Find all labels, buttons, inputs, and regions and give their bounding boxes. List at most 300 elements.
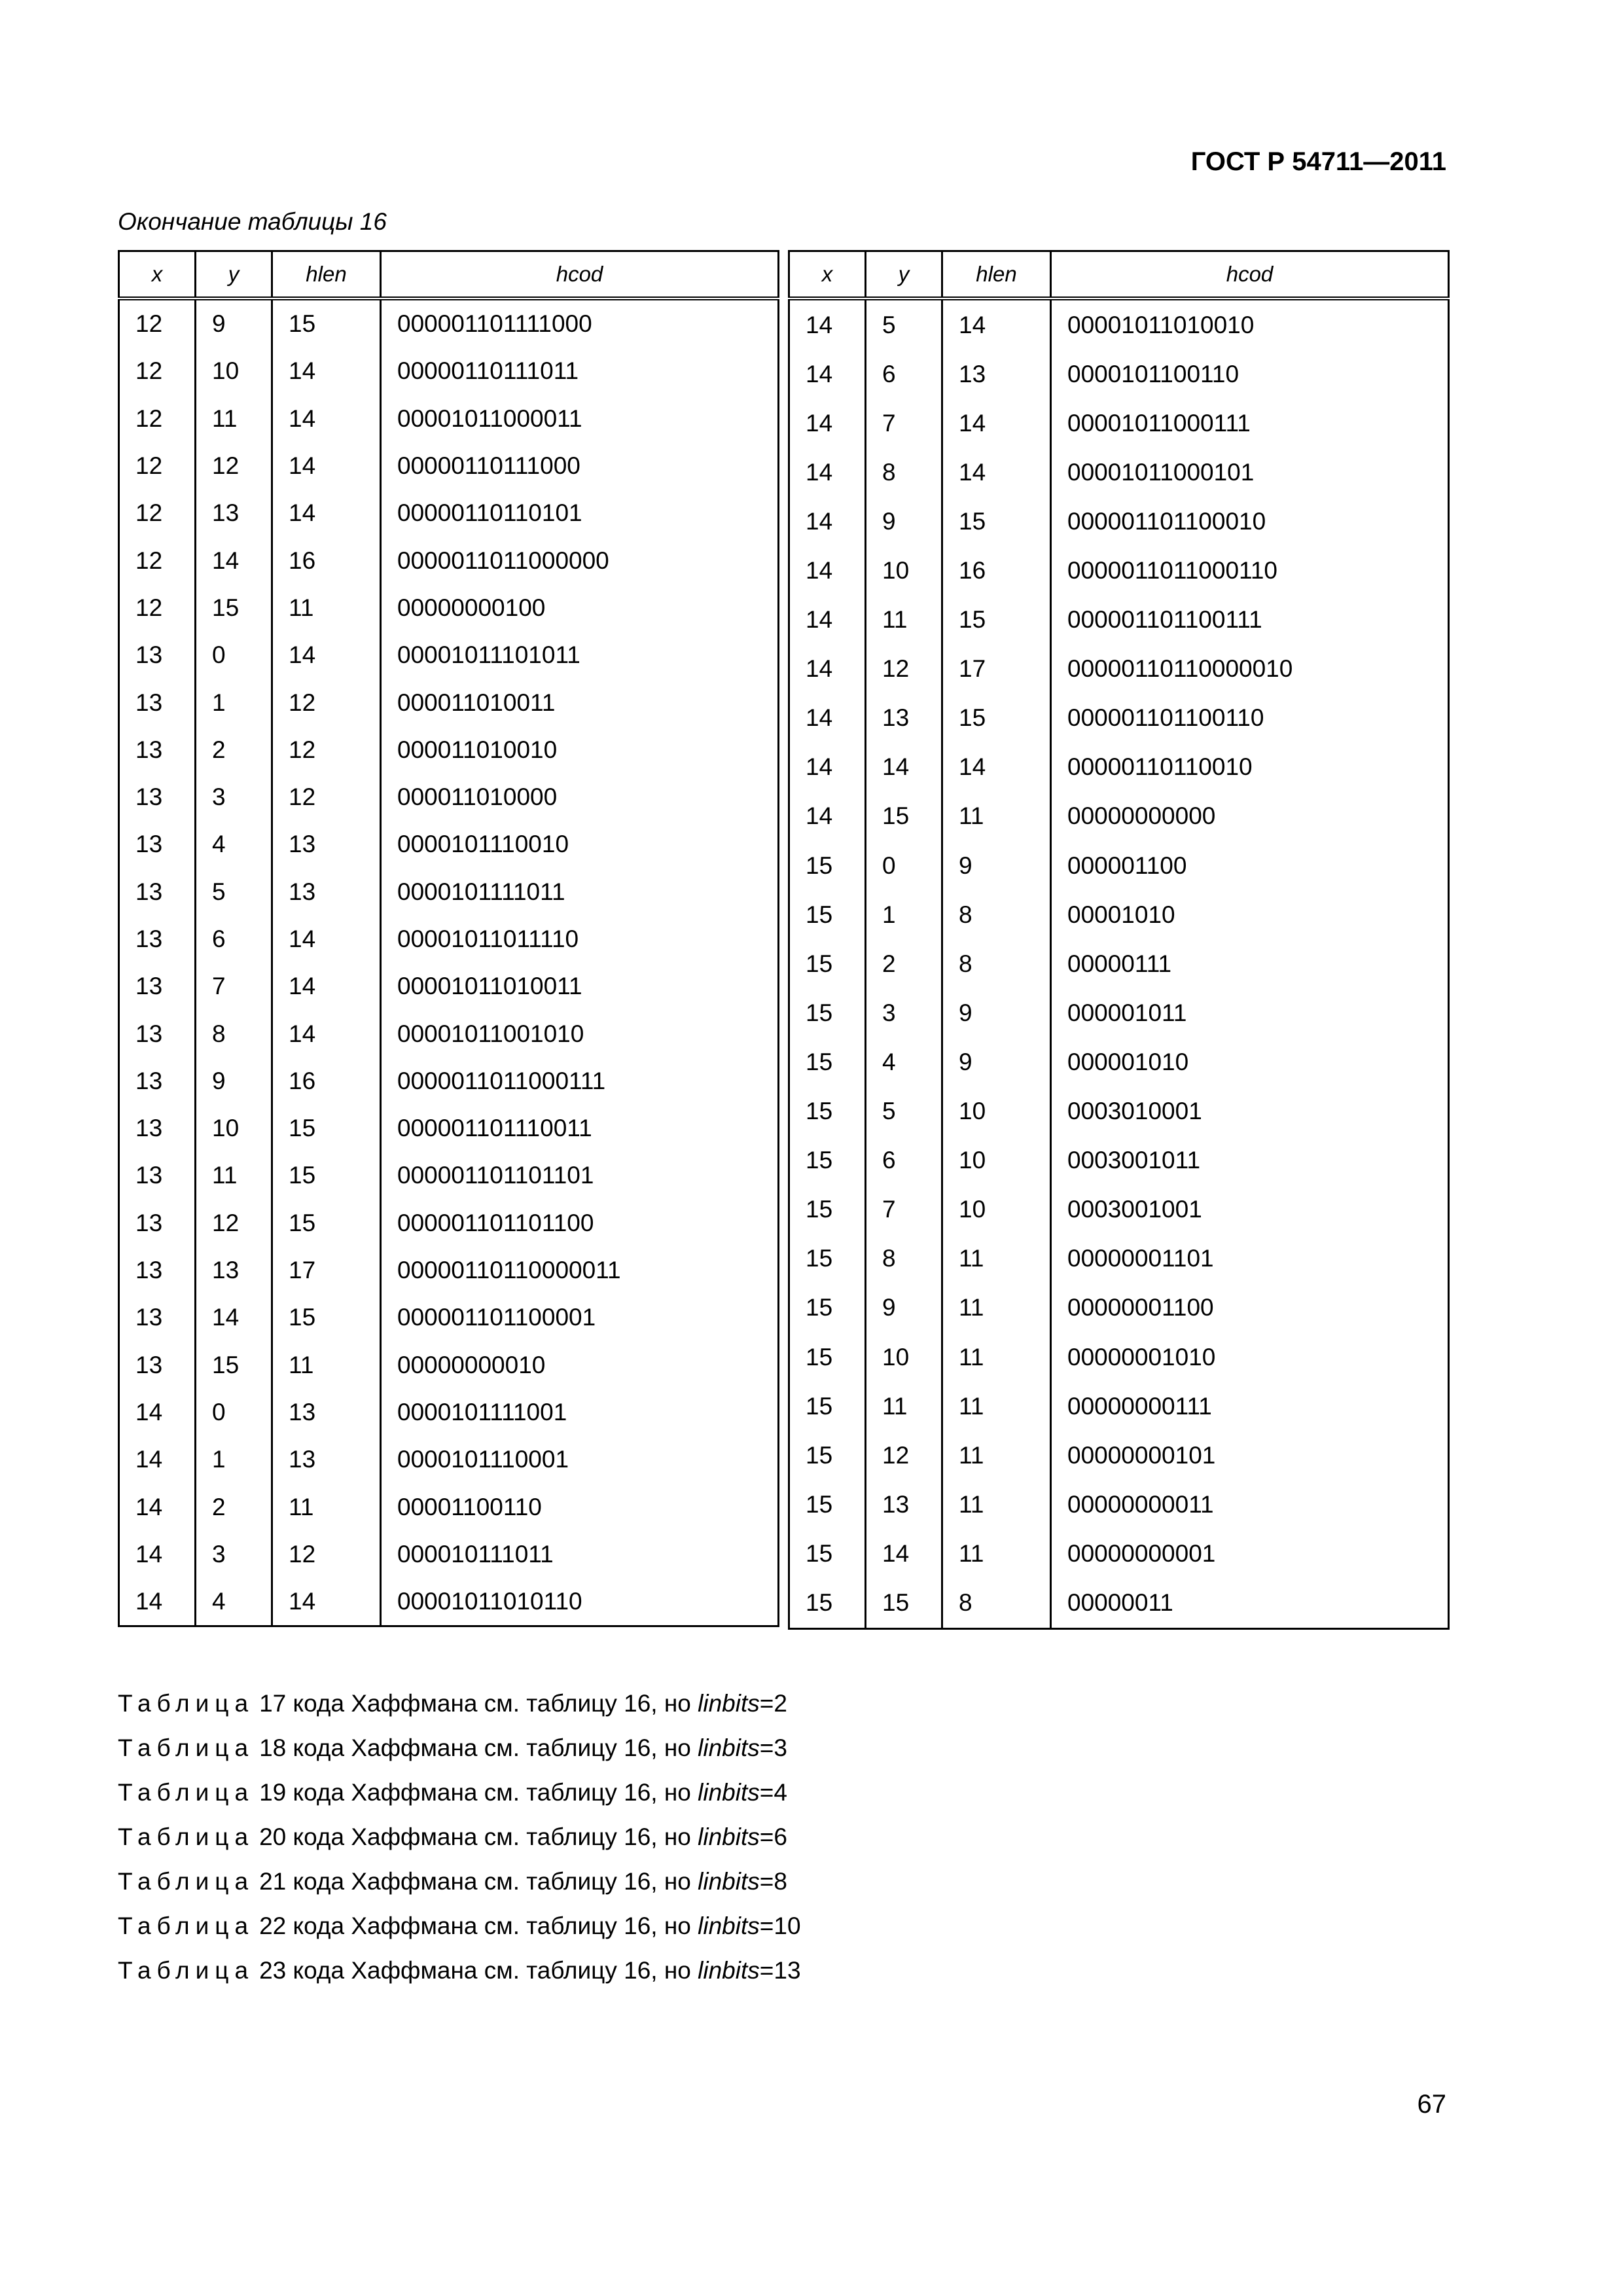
table-row bbox=[789, 350, 1449, 399]
cell-y: 7 bbox=[866, 1185, 942, 1234]
table-row bbox=[789, 1037, 1449, 1086]
cell-x: 14 bbox=[789, 350, 866, 399]
cell-y: 14 bbox=[866, 1529, 942, 1578]
cell-x: 14 bbox=[789, 645, 866, 694]
table-row bbox=[119, 490, 779, 537]
cell-y: 15 bbox=[196, 584, 272, 632]
cell-x: 12 bbox=[119, 490, 196, 537]
cell-hlen: 14 bbox=[272, 348, 381, 395]
cell-hlen: 13 bbox=[942, 350, 1051, 399]
cell-hcod: 00001011010011 bbox=[381, 963, 779, 1010]
table-row bbox=[789, 1578, 1449, 1628]
document-header: ГОСТ Р 54711—2011 bbox=[1190, 147, 1446, 176]
cell-x: 13 bbox=[119, 1010, 196, 1057]
cell-hlen: 14 bbox=[942, 743, 1051, 792]
cell-hlen: 8 bbox=[942, 890, 1051, 939]
table-row bbox=[789, 1529, 1449, 1578]
note-line bbox=[118, 1868, 801, 1912]
note-term: linbits bbox=[698, 1779, 760, 1806]
table-row bbox=[789, 596, 1449, 645]
table-row bbox=[119, 1152, 779, 1199]
cell-y: 8 bbox=[866, 1234, 942, 1283]
table-row bbox=[789, 1480, 1449, 1529]
table-row bbox=[119, 1294, 779, 1341]
cell-hcod: 00000000111 bbox=[1051, 1382, 1449, 1431]
table-row bbox=[789, 645, 1449, 694]
note-text: 19 кода Хаффмана см. таблицу 16, но bbox=[259, 1779, 698, 1806]
note-value: =10 bbox=[759, 1912, 801, 1939]
note-term: linbits bbox=[698, 1690, 760, 1717]
cell-y: 2 bbox=[866, 939, 942, 988]
cell-y: 6 bbox=[866, 1136, 942, 1185]
cell-hlen: 14 bbox=[272, 963, 381, 1010]
cell-hlen: 13 bbox=[272, 821, 381, 868]
cell-hlen: 11 bbox=[942, 1234, 1051, 1283]
table-row bbox=[789, 1333, 1449, 1382]
cell-hcod: 000010111011 bbox=[381, 1531, 779, 1578]
column-header-x: x bbox=[119, 251, 196, 299]
cell-x: 14 bbox=[789, 298, 866, 350]
cell-x: 15 bbox=[789, 1480, 866, 1529]
cell-hcod: 000001101100110 bbox=[1051, 694, 1449, 743]
note-word: Таблица bbox=[118, 1734, 255, 1761]
cell-hlen: 15 bbox=[272, 1294, 381, 1341]
cell-hlen: 16 bbox=[272, 537, 381, 584]
cell-hlen: 14 bbox=[272, 632, 381, 679]
cell-hlen: 12 bbox=[272, 1531, 381, 1578]
cell-hlen: 10 bbox=[942, 1136, 1051, 1185]
cell-x: 15 bbox=[789, 841, 866, 890]
table-row bbox=[789, 1185, 1449, 1234]
table-row bbox=[119, 1578, 779, 1626]
table-row bbox=[789, 1283, 1449, 1333]
cell-y: 10 bbox=[866, 546, 942, 595]
cell-y: 12 bbox=[866, 1431, 942, 1480]
cell-hlen: 8 bbox=[942, 1578, 1051, 1628]
cell-hlen: 17 bbox=[942, 645, 1051, 694]
note-value: =13 bbox=[759, 1957, 801, 1984]
cell-y: 4 bbox=[196, 821, 272, 868]
table-row bbox=[789, 546, 1449, 595]
cell-y: 7 bbox=[196, 963, 272, 1010]
cell-x: 14 bbox=[119, 1531, 196, 1578]
table-row bbox=[119, 774, 779, 821]
table-header-row bbox=[119, 251, 779, 299]
cell-x: 15 bbox=[789, 1529, 866, 1578]
huffman-table-right bbox=[788, 250, 1450, 1630]
cell-hcod: 0000101111011 bbox=[381, 869, 779, 916]
cell-x: 15 bbox=[789, 1136, 866, 1185]
cell-hlen: 9 bbox=[942, 841, 1051, 890]
cell-hlen: 14 bbox=[272, 1578, 381, 1626]
cell-y: 6 bbox=[866, 350, 942, 399]
cell-x: 15 bbox=[789, 1185, 866, 1234]
cell-x: 15 bbox=[789, 1234, 866, 1283]
note-text: 20 кода Хаффмана см. таблицу 16, но bbox=[259, 1823, 698, 1850]
table-row bbox=[789, 1431, 1449, 1480]
cell-x: 13 bbox=[119, 916, 196, 963]
cell-hlen: 14 bbox=[942, 298, 1051, 350]
cell-hcod: 00001011011110 bbox=[381, 916, 779, 963]
cell-hcod: 00000110110010 bbox=[1051, 743, 1449, 792]
cell-hcod: 00000001101 bbox=[1051, 1234, 1449, 1283]
cell-y: 13 bbox=[866, 1480, 942, 1529]
table-row bbox=[119, 821, 779, 868]
table-row bbox=[119, 1058, 779, 1105]
cell-x: 14 bbox=[789, 792, 866, 841]
column-header-y: y bbox=[196, 251, 272, 299]
page-number: 67 bbox=[1417, 2090, 1446, 2119]
cell-hcod: 00001011001010 bbox=[381, 1010, 779, 1057]
cell-x: 15 bbox=[789, 1431, 866, 1480]
cell-x: 12 bbox=[119, 584, 196, 632]
table-row bbox=[789, 399, 1449, 448]
cell-y: 10 bbox=[196, 1105, 272, 1152]
column-header-hcod: hcod bbox=[1051, 251, 1449, 299]
cell-hcod: 00000110110000010 bbox=[1051, 645, 1449, 694]
cell-hcod: 00000000010 bbox=[381, 1342, 779, 1389]
cell-y: 11 bbox=[866, 596, 942, 645]
cell-hlen: 14 bbox=[272, 442, 381, 490]
cell-x: 14 bbox=[119, 1578, 196, 1626]
cell-hcod: 000011010010 bbox=[381, 726, 779, 774]
table-row bbox=[789, 1234, 1449, 1283]
table-row bbox=[119, 1483, 779, 1530]
cell-y: 15 bbox=[866, 792, 942, 841]
cell-x: 13 bbox=[119, 1105, 196, 1152]
cell-hcod: 00000000001 bbox=[1051, 1529, 1449, 1578]
cell-x: 13 bbox=[119, 1152, 196, 1199]
cell-hlen: 11 bbox=[942, 1431, 1051, 1480]
cell-y: 2 bbox=[196, 1483, 272, 1530]
cell-x: 12 bbox=[119, 298, 196, 348]
cell-hcod: 00001011010110 bbox=[381, 1578, 779, 1626]
cell-x: 14 bbox=[789, 546, 866, 595]
cell-x: 15 bbox=[789, 1333, 866, 1382]
cell-hlen: 11 bbox=[942, 1529, 1051, 1578]
table-row bbox=[119, 726, 779, 774]
cell-y: 15 bbox=[196, 1342, 272, 1389]
cell-x: 14 bbox=[119, 1436, 196, 1483]
cell-y: 1 bbox=[196, 679, 272, 726]
cell-hlen: 9 bbox=[942, 988, 1051, 1037]
cell-y: 3 bbox=[196, 1531, 272, 1578]
cell-hlen: 14 bbox=[272, 490, 381, 537]
cell-y: 14 bbox=[866, 743, 942, 792]
cell-y: 10 bbox=[196, 348, 272, 395]
cell-hlen: 15 bbox=[942, 694, 1051, 743]
cell-hcod: 00000110110101 bbox=[381, 490, 779, 537]
column-header-y: y bbox=[866, 251, 942, 299]
cell-hlen: 16 bbox=[942, 546, 1051, 595]
note-word: Таблица bbox=[118, 1868, 255, 1895]
cell-x: 15 bbox=[789, 939, 866, 988]
cell-hcod: 00001011000011 bbox=[381, 395, 779, 442]
table-row bbox=[119, 869, 779, 916]
cell-y: 8 bbox=[866, 448, 942, 497]
note-line bbox=[118, 1957, 801, 2001]
cell-hcod: 0000011011000111 bbox=[381, 1058, 779, 1105]
cell-hcod: 0000011011000110 bbox=[1051, 546, 1449, 595]
cell-hcod: 0000101110001 bbox=[381, 1436, 779, 1483]
note-line bbox=[118, 1690, 801, 1734]
cell-hcod: 00000110111000 bbox=[381, 442, 779, 490]
cell-hcod: 000011010011 bbox=[381, 679, 779, 726]
cell-y: 13 bbox=[196, 1247, 272, 1294]
cell-hlen: 11 bbox=[942, 1333, 1051, 1382]
table-row bbox=[119, 1531, 779, 1578]
cell-hcod: 000001101111000 bbox=[381, 298, 779, 348]
cell-x: 12 bbox=[119, 537, 196, 584]
cell-x: 15 bbox=[789, 988, 866, 1037]
table-row bbox=[789, 448, 1449, 497]
cell-hcod: 0000101100110 bbox=[1051, 350, 1449, 399]
table-row bbox=[119, 395, 779, 442]
note-line bbox=[118, 1779, 801, 1823]
table-row bbox=[789, 841, 1449, 890]
cell-y: 9 bbox=[866, 1283, 942, 1333]
cell-x: 13 bbox=[119, 821, 196, 868]
cell-hlen: 11 bbox=[272, 584, 381, 632]
cell-y: 14 bbox=[196, 1294, 272, 1341]
cell-hlen: 15 bbox=[942, 596, 1051, 645]
cell-hlen: 15 bbox=[942, 497, 1051, 546]
note-text: 21 кода Хаффмана см. таблицу 16, но bbox=[259, 1868, 698, 1895]
cell-hcod: 0000101111001 bbox=[381, 1389, 779, 1436]
cell-x: 13 bbox=[119, 963, 196, 1010]
cell-x: 14 bbox=[789, 743, 866, 792]
cell-hlen: 15 bbox=[272, 298, 381, 348]
cell-hlen: 16 bbox=[272, 1058, 381, 1105]
note-value: =4 bbox=[759, 1779, 787, 1806]
cell-y: 5 bbox=[196, 869, 272, 916]
cell-hcod: 00000011 bbox=[1051, 1578, 1449, 1628]
note-line bbox=[118, 1912, 801, 1957]
note-word: Таблица bbox=[118, 1779, 255, 1806]
cell-x: 15 bbox=[789, 1283, 866, 1333]
cell-x: 15 bbox=[789, 1087, 866, 1136]
cell-x: 13 bbox=[119, 1342, 196, 1389]
table-row bbox=[789, 1136, 1449, 1185]
cell-x: 15 bbox=[789, 1037, 866, 1086]
table-row bbox=[789, 939, 1449, 988]
note-word: Таблица bbox=[118, 1823, 255, 1850]
cell-y: 13 bbox=[866, 694, 942, 743]
note-text: 22 кода Хаффмана см. таблицу 16, но bbox=[259, 1912, 698, 1939]
table-row bbox=[789, 792, 1449, 841]
cell-hlen: 13 bbox=[272, 869, 381, 916]
cell-x: 14 bbox=[789, 448, 866, 497]
cell-hcod: 000001101101100 bbox=[381, 1200, 779, 1247]
cell-y: 5 bbox=[866, 298, 942, 350]
cell-x: 13 bbox=[119, 1200, 196, 1247]
huffman-table-left bbox=[118, 250, 779, 1627]
table-row bbox=[789, 988, 1449, 1037]
note-term: linbits bbox=[698, 1823, 760, 1850]
table-row bbox=[119, 916, 779, 963]
cell-hcod: 000001011 bbox=[1051, 988, 1449, 1037]
note-word: Таблица bbox=[118, 1690, 255, 1717]
note-text: 23 кода Хаффмана см. таблицу 16, но bbox=[259, 1957, 698, 1984]
cell-x: 13 bbox=[119, 632, 196, 679]
cell-hlen: 14 bbox=[272, 916, 381, 963]
table-row bbox=[789, 1087, 1449, 1136]
note-term: linbits bbox=[698, 1868, 760, 1895]
note-value: =8 bbox=[759, 1868, 787, 1895]
cell-y: 12 bbox=[866, 645, 942, 694]
cell-hlen: 14 bbox=[272, 395, 381, 442]
cell-hcod: 000001101100001 bbox=[381, 1294, 779, 1341]
cell-y: 15 bbox=[866, 1578, 942, 1628]
cell-hcod: 000001100 bbox=[1051, 841, 1449, 890]
cell-hcod: 00000001010 bbox=[1051, 1333, 1449, 1382]
note-term: linbits bbox=[698, 1912, 760, 1939]
table-header-row bbox=[789, 251, 1449, 299]
cell-x: 14 bbox=[789, 694, 866, 743]
cell-hlen: 11 bbox=[272, 1483, 381, 1530]
cell-hcod: 00000001100 bbox=[1051, 1283, 1449, 1333]
table-notes bbox=[118, 1690, 801, 2001]
cell-hcod: 00001011010010 bbox=[1051, 298, 1449, 350]
cell-x: 14 bbox=[789, 399, 866, 448]
cell-hlen: 17 bbox=[272, 1247, 381, 1294]
column-header-hlen: hlen bbox=[942, 251, 1051, 299]
table-row bbox=[119, 1010, 779, 1057]
cell-x: 12 bbox=[119, 442, 196, 490]
table-row bbox=[119, 298, 779, 348]
cell-hcod: 000001101100111 bbox=[1051, 596, 1449, 645]
note-term: linbits bbox=[698, 1734, 760, 1761]
cell-hcod: 00000111 bbox=[1051, 939, 1449, 988]
note-value: =3 bbox=[759, 1734, 787, 1761]
cell-hcod: 00001011000101 bbox=[1051, 448, 1449, 497]
table-row bbox=[119, 679, 779, 726]
cell-y: 0 bbox=[196, 1389, 272, 1436]
table-row bbox=[119, 1105, 779, 1152]
cell-hcod: 00001100110 bbox=[381, 1483, 779, 1530]
cell-hcod: 000001010 bbox=[1051, 1037, 1449, 1086]
table-row bbox=[119, 584, 779, 632]
note-term: linbits bbox=[698, 1957, 760, 1984]
table-row bbox=[789, 743, 1449, 792]
note-word: Таблица bbox=[118, 1957, 255, 1984]
cell-hcod: 0000101110010 bbox=[381, 821, 779, 868]
cell-hlen: 11 bbox=[942, 1283, 1051, 1333]
cell-x: 12 bbox=[119, 348, 196, 395]
cell-x: 15 bbox=[789, 1578, 866, 1628]
cell-y: 14 bbox=[196, 537, 272, 584]
table-row bbox=[789, 298, 1449, 350]
note-line bbox=[118, 1734, 801, 1779]
cell-hlen: 14 bbox=[942, 399, 1051, 448]
cell-x: 14 bbox=[119, 1483, 196, 1530]
note-text: 18 кода Хаффмана см. таблицу 16, но bbox=[259, 1734, 698, 1761]
cell-hcod: 000001101100010 bbox=[1051, 497, 1449, 546]
cell-y: 4 bbox=[196, 1578, 272, 1626]
cell-y: 6 bbox=[196, 916, 272, 963]
table-row bbox=[119, 632, 779, 679]
note-word: Таблица bbox=[118, 1912, 255, 1939]
cell-hcod: 000001101110011 bbox=[381, 1105, 779, 1152]
cell-x: 13 bbox=[119, 726, 196, 774]
cell-y: 13 bbox=[196, 490, 272, 537]
table-row bbox=[119, 1247, 779, 1294]
cell-hcod: 0003001011 bbox=[1051, 1136, 1449, 1185]
note-line bbox=[118, 1823, 801, 1868]
cell-y: 1 bbox=[196, 1436, 272, 1483]
cell-y: 1 bbox=[866, 890, 942, 939]
cell-x: 13 bbox=[119, 774, 196, 821]
cell-y: 12 bbox=[196, 442, 272, 490]
cell-hcod: 000001101101101 bbox=[381, 1152, 779, 1199]
cell-y: 8 bbox=[196, 1010, 272, 1057]
cell-y: 2 bbox=[196, 726, 272, 774]
cell-hlen: 11 bbox=[942, 792, 1051, 841]
cell-hcod: 000011010000 bbox=[381, 774, 779, 821]
cell-hlen: 13 bbox=[272, 1389, 381, 1436]
cell-y: 7 bbox=[866, 399, 942, 448]
cell-hlen: 14 bbox=[942, 448, 1051, 497]
note-value: =6 bbox=[759, 1823, 787, 1850]
note-text: 17 кода Хаффмана см. таблицу 16, но bbox=[259, 1690, 698, 1717]
cell-hcod: 00000000000 bbox=[1051, 792, 1449, 841]
cell-x: 13 bbox=[119, 1058, 196, 1105]
cell-y: 4 bbox=[866, 1037, 942, 1086]
cell-x: 13 bbox=[119, 869, 196, 916]
cell-hcod: 00000000100 bbox=[381, 584, 779, 632]
cell-x: 14 bbox=[119, 1389, 196, 1436]
cell-hcod: 0003010001 bbox=[1051, 1087, 1449, 1136]
cell-hlen: 12 bbox=[272, 679, 381, 726]
cell-x: 15 bbox=[789, 1382, 866, 1431]
cell-hlen: 12 bbox=[272, 726, 381, 774]
cell-hlen: 9 bbox=[942, 1037, 1051, 1086]
cell-hlen: 12 bbox=[272, 774, 381, 821]
cell-hlen: 10 bbox=[942, 1087, 1051, 1136]
cell-x: 14 bbox=[789, 497, 866, 546]
cell-y: 0 bbox=[196, 632, 272, 679]
cell-hcod: 00000110110000011 bbox=[381, 1247, 779, 1294]
cell-y: 3 bbox=[196, 774, 272, 821]
table-caption: Окончание таблицы 16 bbox=[118, 208, 387, 235]
cell-x: 13 bbox=[119, 1247, 196, 1294]
cell-y: 3 bbox=[866, 988, 942, 1037]
cell-hcod: 00000000101 bbox=[1051, 1431, 1449, 1480]
table-row bbox=[119, 442, 779, 490]
cell-hcod: 00000110111011 bbox=[381, 348, 779, 395]
table-row bbox=[789, 1382, 1449, 1431]
cell-hcod: 00001010 bbox=[1051, 890, 1449, 939]
cell-y: 9 bbox=[196, 1058, 272, 1105]
cell-y: 9 bbox=[196, 298, 272, 348]
table-row bbox=[119, 348, 779, 395]
cell-y: 11 bbox=[196, 395, 272, 442]
cell-hlen: 11 bbox=[272, 1342, 381, 1389]
cell-y: 12 bbox=[196, 1200, 272, 1247]
cell-y: 10 bbox=[866, 1333, 942, 1382]
table-row bbox=[119, 1389, 779, 1436]
cell-y: 11 bbox=[866, 1382, 942, 1431]
column-header-x: x bbox=[789, 251, 866, 299]
cell-y: 5 bbox=[866, 1087, 942, 1136]
cell-hlen: 15 bbox=[272, 1200, 381, 1247]
cell-x: 13 bbox=[119, 1294, 196, 1341]
column-header-hcod: hcod bbox=[381, 251, 779, 299]
column-header-hlen: hlen bbox=[272, 251, 381, 299]
cell-hcod: 0003001001 bbox=[1051, 1185, 1449, 1234]
cell-x: 14 bbox=[789, 596, 866, 645]
cell-hlen: 10 bbox=[942, 1185, 1051, 1234]
